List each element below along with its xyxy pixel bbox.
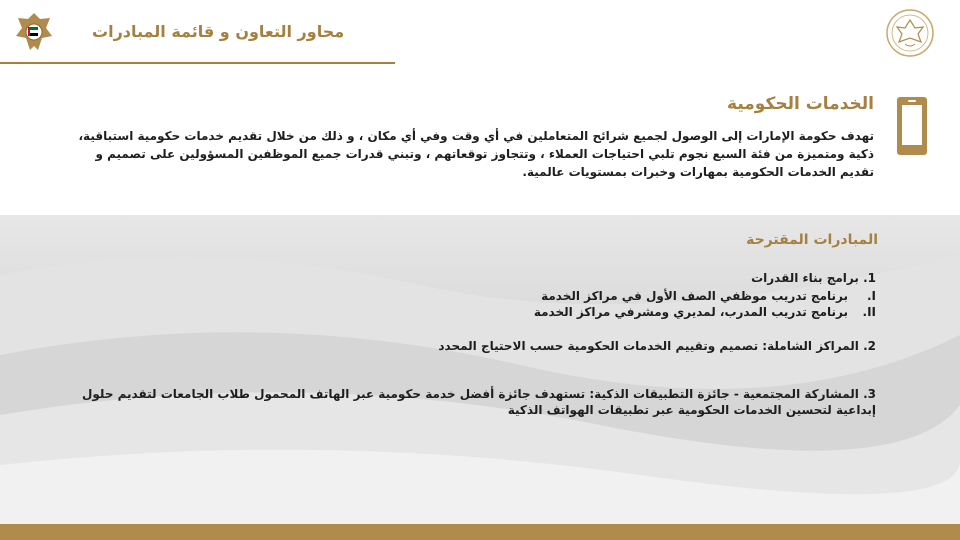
- section-title: الخدمات الحكومية: [727, 94, 874, 114]
- initiative-subitem-1: [541, 288, 876, 304]
- subitem-1-number: I.: [866, 289, 876, 303]
- uae-emblem-icon: [14, 10, 54, 54]
- initiatives-heading: المبادرات المقترحة: [746, 232, 878, 248]
- footer-bar: [0, 524, 960, 540]
- initiative-subitem-2: [534, 304, 876, 320]
- ministry-seal-icon: [885, 8, 935, 58]
- desert-background: [0, 215, 960, 525]
- initiative-item-3: 3. المشاركة المجتمعية - جائزة التطبيقات الذكية: تستهدف جائزة أفضل خدمة حكومية عبر الهاتف المحمول طلاب الجامعات لتقديم حلول إبداعية لتحسين الخدمات الحكومية عبر تطبيقات الهواتف الذكية: [81, 387, 876, 417]
- page-title: محاور التعاون و قائمة المبادرات: [92, 22, 345, 41]
- subitem-2-number: II.: [862, 305, 876, 319]
- sand-dunes-image: [0, 215, 960, 525]
- subitem-1-text: برنامج تدريب موظفي الصف الأول في مراكز الخدمة: [541, 289, 848, 303]
- subitem-2-text: برنامج تدريب المدرب، لمديري ومشرفي مراكز الخدمة: [533, 305, 848, 319]
- initiative-item-2: 2. المراكز الشاملة: تصميم وتقييم الخدمات الحكومية حسب الاحتياج المحدد: [438, 339, 876, 353]
- header-divider: [0, 62, 395, 64]
- intro-paragraph: تهدف حكومة الإمارات إلى الوصول لجميع شرائح المتعاملين في أي وقت وفي أي مكان ، و ذلك من خلال تقديم خدمات حكومية استباقية، ذكية ومتميزة من فئة السبع نجوم تلبي احتياجات العملاء ، وتتجاوز توقعاتهم ، وتبني قدرات جميع الموظفين المسؤولين على تصميم و تقديم الخدمات الحكومية بمهارات وخبرات بمستويات عالمية.: [78, 129, 874, 179]
- initiative-item-1: 1. برامج بناء القدرات: [751, 271, 876, 285]
- smartphone-icon: [894, 95, 930, 157]
